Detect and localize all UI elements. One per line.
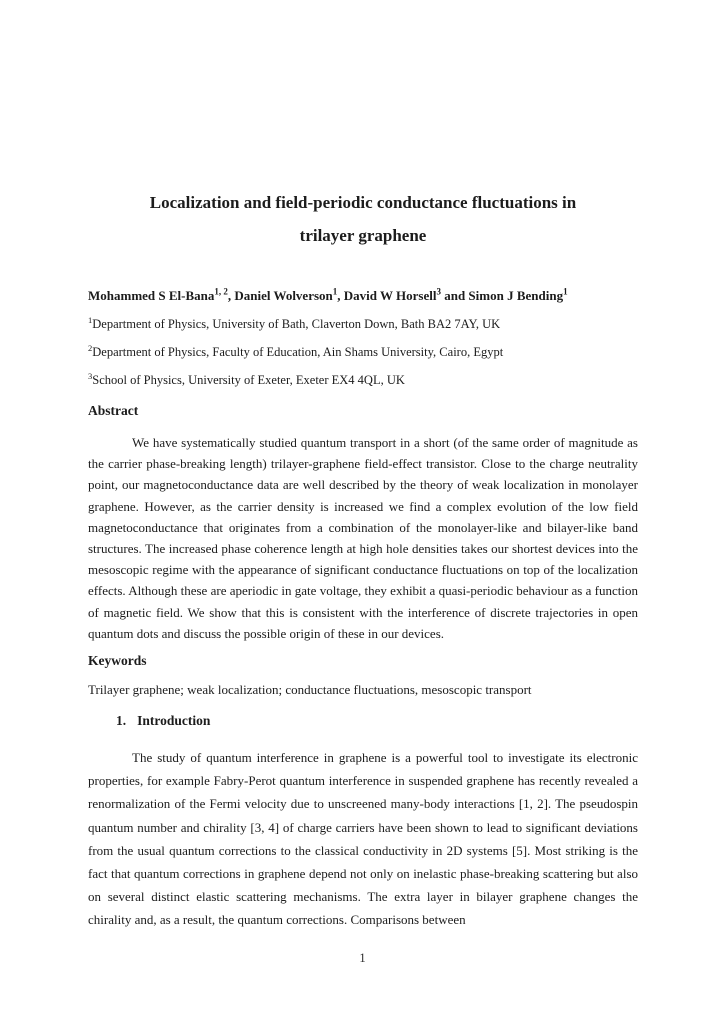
affiliation-marker: 3	[88, 370, 93, 381]
author-affiliation-marker: 1, 2	[214, 286, 228, 297]
author-affiliation-marker: 3	[436, 286, 441, 297]
introduction-body: The study of quantum interference in graphene is a powerful tool to investigate its electronic properties, for example Fabry-Perot quantum interference in suspended graphene has recently revealed a renormalization of the Fermi velocity due to unscreened many-body interactions [1, 2]. The pseudospin quantum number and chirality [3, 4] of charge carriers have been shown to lead to significant deviations from the usual quantum corrections to the classical conductivity in 2D systems [5]. Most striking is the fact that quantum corrections in graphene depend not only on inelastic phase-breaking scattering but also on several distinct elastic scattering mechanisms. The extra layer in bilayer graphene changes the chirality and, as a result, the quantum corrections. Comparisons between	[88, 750, 638, 928]
abstract-heading: Abstract	[88, 403, 139, 418]
affiliation-text: School of Physics, University of Exeter, Exeter EX4 4QL, UK	[92, 373, 405, 387]
author-name: Mohammed S El-Bana	[88, 288, 215, 303]
page-number: 1	[359, 951, 366, 965]
author-name: , David W Horsell	[337, 288, 437, 303]
keywords-body: Trilayer graphene; weak localization; conductance fluctuations, mesoscopic transport	[88, 682, 532, 698]
author-name: and Simon J Bending	[440, 288, 564, 303]
introduction-heading	[88, 713, 638, 729]
author-line	[88, 288, 638, 304]
affiliation-2	[88, 342, 638, 360]
keywords-heading: Keywords	[88, 653, 147, 669]
affiliation-3	[88, 370, 638, 388]
author-name: , Daniel Wolverson	[227, 288, 333, 303]
paper-title-line-1: Localization and field-periodic conductance fluctuations in	[149, 193, 577, 212]
affiliation-marker: 1	[88, 314, 93, 325]
affiliation-text: Department of Physics, University of Bath, Claverton Down, Bath BA2 7AY, UK	[92, 317, 501, 331]
affiliation-text: Department of Physics, Faculty of Education, Ain Shams University, Cairo, Egypt	[92, 345, 504, 359]
section-number: 1.	[116, 713, 127, 729]
affiliation-1	[88, 314, 638, 332]
author-affiliation-marker: 1	[332, 286, 338, 297]
affiliation-marker: 2	[88, 342, 93, 353]
paper-title-line-2: trilayer graphene	[299, 226, 427, 245]
author-affiliation-marker: 1	[563, 286, 568, 297]
paper-title	[88, 186, 638, 252]
section-title: Introduction	[137, 713, 211, 729]
abstract-body: We have systematically studied quantum transport in a short (of the same order of magnitude as the carrier phase-breaking length) trilayer-graphene field-effect transistor. Close to the charge neutrality point, our magnetoconductance data are well described by the theory of weak localization in monolayer graphene. However, as the carrier density is increased we find a complex evolution of the low field magnetoconductance that originates from a combination of the monolayer-like and bilayer-like band structures. The increased phase coherence length at high hole densities takes our shortest devices into the mesoscopic regime with the appearance of significant conductance fluctuations on top of the localization effects. Although these are aperiodic in gate voltage, they exhibit a quasi-periodic behaviour as a function of magnetic field. We show that this is consistent with the interference of discrete trajectories in open quantum dots and discuss the possible origin of these in our devices.	[88, 435, 638, 641]
